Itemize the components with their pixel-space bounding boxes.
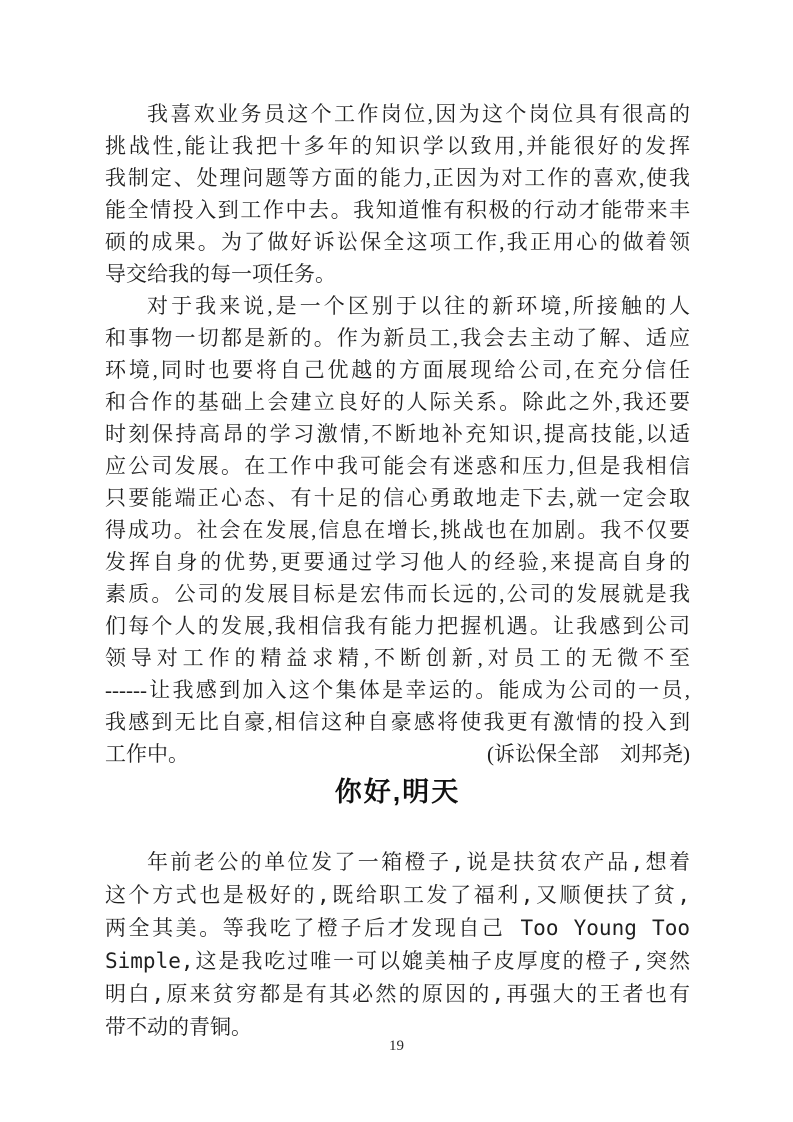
text-line: 两全其美。等我吃了橙子后才发现自己 Too Young Too: [105, 916, 690, 940]
page-number: 19: [389, 1038, 404, 1054]
section-title: 你好,明天: [334, 777, 461, 807]
text-line: 只要能端正心态、有十足的信心勇敢地走下去,就一定会取: [105, 486, 690, 510]
paragraph-3: [105, 846, 690, 1044]
text-line: 挑战性,能让我把十多年的知识学以致用,并能很好的发挥: [105, 134, 690, 158]
text-line: 明白,原来贫穷都是有其必然的原因的,再强大的王者也有: [105, 982, 690, 1006]
text-line: 我感到无比自豪,相信这种自豪感将使我更有激情的投入到: [105, 710, 690, 734]
text-line: 和合作的基础上会建立良好的人际关系。除此之外,我还要: [105, 390, 690, 414]
text-line: ------让我感到加入这个集体是幸运的。能成为公司的一员,: [105, 678, 690, 702]
paragraph-1: [105, 98, 690, 290]
text-line: 们每个人的发展,我相信我有能力把握机遇。让我感到公司: [105, 614, 690, 638]
text-line: 时刻保持高昂的学习激情,不断地补充知识,提高技能,以适: [105, 422, 690, 446]
signature-department-author: (诉讼保全部 刘邦尧): [487, 742, 690, 766]
text-line: 能全情投入到工作中去。我知道惟有积极的行动才能带来丰: [105, 198, 690, 222]
text-line: 硕的成果。为了做好诉讼保全这项工作,我正用心的做着领: [105, 230, 690, 254]
text-line: 带不动的青铜。: [105, 1015, 252, 1039]
text-line: 和事物一切都是新的。作为新员工,我会去主动了解、适应: [105, 326, 690, 350]
text-line: 素质。公司的发展目标是宏伟而长远的,公司的发展就是我: [105, 582, 690, 606]
text-line: 应公司发展。在工作中我可能会有迷惑和压力,但是我相信: [105, 454, 690, 478]
text-line: 我制定、处理问题等方面的能力,正因为对工作的喜欢,使我: [105, 166, 690, 190]
body-text: [105, 98, 690, 1044]
text-line: 导交给我的每一项任务。: [105, 262, 336, 286]
signature-line: [105, 738, 690, 770]
text-line: 领导对工作的精益求精,不断创新,对员工的无微不至: [105, 646, 690, 670]
paragraph-2: [105, 290, 690, 770]
text-line: Simple,这是我吃过唯一可以媲美柚子皮厚度的橙子,突然: [105, 949, 690, 973]
text-line: 得成功。社会在发展,信息在增长,挑战也在加剧。我不仅要: [105, 518, 690, 542]
text-line: 环境,同时也要将自己优越的方面展现给公司,在充分信任: [105, 358, 690, 382]
text-line: 年前老公的单位发了一箱橙子,说是扶贫农产品,想着: [147, 850, 690, 874]
text-line: 我喜欢业务员这个工作岗位,因为这个岗位具有很高的: [147, 102, 690, 126]
paragraph-closing-text: 工作中。: [105, 742, 189, 766]
text-line: 这个方式也是极好的,既给职工发了福利,又顺便扶了贫,: [105, 883, 690, 907]
text-line: 对于我来说,是一个区别于以往的新环境,所接触的人: [147, 294, 690, 318]
text-line: 发挥自身的优势,更要通过学习他人的经验,来提高自身的: [105, 550, 690, 574]
